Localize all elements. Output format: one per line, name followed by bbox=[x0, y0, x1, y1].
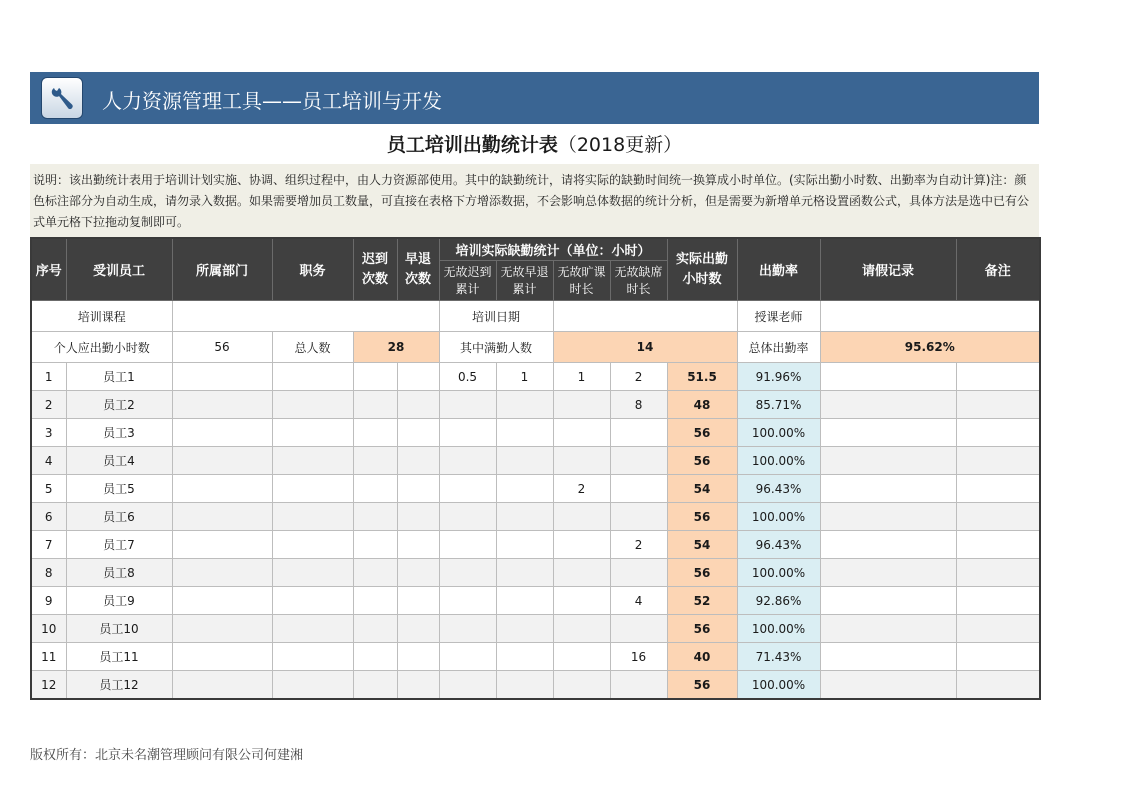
row-leave[interactable] bbox=[820, 643, 956, 671]
row-missing-hours[interactable]: 2 bbox=[610, 363, 667, 391]
row-late-hours[interactable] bbox=[439, 531, 496, 559]
wrench-icon bbox=[41, 77, 83, 119]
row-early-hours[interactable] bbox=[496, 475, 553, 503]
col-no: 序号 bbox=[31, 238, 66, 301]
row-dept[interactable] bbox=[172, 531, 272, 559]
col-leave: 请假记录 bbox=[820, 238, 956, 301]
row-remark[interactable] bbox=[956, 475, 1040, 503]
row-leave[interactable] bbox=[820, 391, 956, 419]
row-actual-hours: 52 bbox=[667, 587, 737, 615]
row-remark[interactable] bbox=[956, 587, 1040, 615]
row-absent-hours[interactable] bbox=[553, 447, 610, 475]
row-rate: 100.00% bbox=[737, 615, 820, 643]
row-absent-hours[interactable] bbox=[553, 559, 610, 587]
table-row bbox=[31, 447, 1040, 475]
row-early-hours[interactable] bbox=[496, 587, 553, 615]
col-actual-hours bbox=[667, 238, 737, 301]
row-early[interactable] bbox=[397, 447, 439, 475]
row-early-hours[interactable]: 1 bbox=[496, 363, 553, 391]
row-early[interactable] bbox=[397, 475, 439, 503]
row-remark[interactable] bbox=[956, 615, 1040, 643]
row-early[interactable] bbox=[397, 419, 439, 447]
col-early-hours-text: 无故早退累计 bbox=[500, 264, 549, 296]
row-remark[interactable] bbox=[956, 363, 1040, 391]
employee-rows bbox=[31, 363, 1040, 700]
col-missing-hours-text: 无故缺席时长 bbox=[614, 264, 663, 296]
row-no: 12 bbox=[31, 671, 66, 700]
col-dept: 所属部门 bbox=[172, 238, 272, 301]
row-dept[interactable] bbox=[172, 503, 272, 531]
table-row bbox=[31, 531, 1040, 559]
row-no: 10 bbox=[31, 615, 66, 643]
row-early[interactable] bbox=[397, 615, 439, 643]
row-late-hours[interactable] bbox=[439, 447, 496, 475]
row-early-hours[interactable] bbox=[496, 391, 553, 419]
row-actual-hours: 56 bbox=[667, 419, 737, 447]
hours-value[interactable]: 56 bbox=[172, 332, 272, 363]
row-remark[interactable] bbox=[956, 503, 1040, 531]
row-absent-hours[interactable]: 1 bbox=[553, 363, 610, 391]
row-early-hours[interactable] bbox=[496, 643, 553, 671]
row-employee[interactable]: 员工12 bbox=[66, 671, 172, 700]
row-no: 11 bbox=[31, 643, 66, 671]
row-no: 8 bbox=[31, 559, 66, 587]
row-late-hours[interactable] bbox=[439, 475, 496, 503]
table-row bbox=[31, 503, 1040, 531]
full-label: 其中满勤人数 bbox=[439, 332, 553, 363]
row-early[interactable] bbox=[397, 587, 439, 615]
table-row bbox=[31, 419, 1040, 447]
course-label: 培训课程 bbox=[31, 301, 172, 332]
col-late bbox=[353, 238, 397, 301]
row-remark[interactable] bbox=[956, 559, 1040, 587]
row-position[interactable] bbox=[272, 419, 353, 447]
row-remark[interactable] bbox=[956, 419, 1040, 447]
row-remark[interactable] bbox=[956, 447, 1040, 475]
row-actual-hours: 56 bbox=[667, 447, 737, 475]
row-absent-hours[interactable] bbox=[553, 531, 610, 559]
row-actual-hours: 56 bbox=[667, 559, 737, 587]
table-row bbox=[31, 391, 1040, 419]
row-early-hours[interactable] bbox=[496, 671, 553, 700]
date-label: 培训日期 bbox=[439, 301, 553, 332]
title-text: 员工培训出勤统计表 bbox=[386, 134, 558, 156]
row-position[interactable] bbox=[272, 391, 353, 419]
row-missing-hours[interactable]: 16 bbox=[610, 643, 667, 671]
row-rate: 96.43% bbox=[737, 531, 820, 559]
row-late[interactable] bbox=[353, 447, 397, 475]
table-row bbox=[31, 363, 1040, 391]
row-position[interactable] bbox=[272, 503, 353, 531]
row-employee[interactable]: 员工6 bbox=[66, 503, 172, 531]
row-early-hours[interactable] bbox=[496, 531, 553, 559]
row-absent-hours[interactable] bbox=[553, 419, 610, 447]
row-employee[interactable]: 员工10 bbox=[66, 615, 172, 643]
row-employee[interactable]: 员工4 bbox=[66, 447, 172, 475]
row-absent-hours[interactable] bbox=[553, 587, 610, 615]
row-dept[interactable] bbox=[172, 419, 272, 447]
row-late[interactable] bbox=[353, 363, 397, 391]
row-leave[interactable] bbox=[820, 615, 956, 643]
row-rate: 92.86% bbox=[737, 587, 820, 615]
col-late-hours-text: 无故迟到累计 bbox=[443, 264, 492, 296]
row-late[interactable] bbox=[353, 503, 397, 531]
row-late[interactable] bbox=[353, 587, 397, 615]
row-actual-hours: 56 bbox=[667, 503, 737, 531]
col-absence-group: 培训实际缺勤统计（单位：小时） bbox=[439, 238, 667, 261]
row-actual-hours: 56 bbox=[667, 671, 737, 700]
row-position[interactable] bbox=[272, 447, 353, 475]
row-actual-hours: 54 bbox=[667, 531, 737, 559]
row-remark[interactable] bbox=[956, 391, 1040, 419]
col-rate: 出勤率 bbox=[737, 238, 820, 301]
row-absent-hours[interactable] bbox=[553, 671, 610, 700]
row-late[interactable] bbox=[353, 671, 397, 700]
title-subtitle: （2018更新） bbox=[557, 134, 683, 156]
row-missing-hours[interactable]: 8 bbox=[610, 391, 667, 419]
row-employee[interactable]: 员工8 bbox=[66, 559, 172, 587]
col-early-text: 早退次数 bbox=[405, 251, 432, 287]
app-banner bbox=[30, 72, 1039, 124]
row-position[interactable] bbox=[272, 363, 353, 391]
row-late-hours[interactable] bbox=[439, 419, 496, 447]
row-employee[interactable]: 员工1 bbox=[66, 363, 172, 391]
row-position[interactable] bbox=[272, 531, 353, 559]
page-title bbox=[30, 130, 1039, 157]
table-row bbox=[31, 475, 1040, 503]
col-early-hours bbox=[496, 261, 553, 301]
row-no: 3 bbox=[31, 419, 66, 447]
attendance-table bbox=[30, 237, 1041, 700]
row-no: 7 bbox=[31, 531, 66, 559]
row-no: 2 bbox=[31, 391, 66, 419]
row-late-hours[interactable] bbox=[439, 503, 496, 531]
row-dept[interactable] bbox=[172, 391, 272, 419]
row-position[interactable] bbox=[272, 587, 353, 615]
row-missing-hours[interactable]: 4 bbox=[610, 587, 667, 615]
row-position[interactable] bbox=[272, 643, 353, 671]
row-employee[interactable]: 员工11 bbox=[66, 643, 172, 671]
row-position[interactable] bbox=[272, 671, 353, 700]
col-employee: 受训员工 bbox=[66, 238, 172, 301]
row-leave[interactable] bbox=[820, 363, 956, 391]
table-row bbox=[31, 559, 1040, 587]
row-no: 1 bbox=[31, 363, 66, 391]
info-row-course bbox=[31, 301, 1040, 332]
row-no: 9 bbox=[31, 587, 66, 615]
row-missing-hours[interactable] bbox=[610, 615, 667, 643]
row-position[interactable] bbox=[272, 559, 353, 587]
header-row-1 bbox=[31, 238, 1040, 261]
row-early-hours[interactable] bbox=[496, 419, 553, 447]
row-leave[interactable] bbox=[820, 671, 956, 700]
copyright-footer: 版权所有：北京未名潮管理顾问有限公司何建湘 bbox=[30, 748, 304, 763]
row-rate: 100.00% bbox=[737, 447, 820, 475]
row-actual-hours: 54 bbox=[667, 475, 737, 503]
row-leave[interactable] bbox=[820, 447, 956, 475]
row-late[interactable] bbox=[353, 419, 397, 447]
col-missing-hours bbox=[610, 261, 667, 301]
row-absent-hours[interactable] bbox=[553, 643, 610, 671]
row-late[interactable] bbox=[353, 559, 397, 587]
row-late[interactable] bbox=[353, 615, 397, 643]
row-rate: 85.71% bbox=[737, 391, 820, 419]
row-dept[interactable] bbox=[172, 363, 272, 391]
row-remark[interactable] bbox=[956, 531, 1040, 559]
row-early-hours[interactable] bbox=[496, 615, 553, 643]
row-early[interactable] bbox=[397, 643, 439, 671]
row-late-hours[interactable] bbox=[439, 587, 496, 615]
row-leave[interactable] bbox=[820, 475, 956, 503]
row-no: 6 bbox=[31, 503, 66, 531]
rate-label: 总体出勤率 bbox=[737, 332, 820, 363]
row-employee[interactable]: 员工5 bbox=[66, 475, 172, 503]
row-missing-hours[interactable] bbox=[610, 671, 667, 700]
col-absent-hours-text: 无故旷课时长 bbox=[557, 264, 606, 296]
row-late[interactable] bbox=[353, 391, 397, 419]
row-dept[interactable] bbox=[172, 587, 272, 615]
row-late-hours[interactable] bbox=[439, 671, 496, 700]
row-actual-hours: 48 bbox=[667, 391, 737, 419]
row-no: 4 bbox=[31, 447, 66, 475]
col-actual-hours-text: 实际出勤小时数 bbox=[676, 251, 729, 287]
overall-rate-value: 95.62% bbox=[820, 332, 1040, 363]
teacher-label: 授课老师 bbox=[737, 301, 820, 332]
row-late-hours[interactable] bbox=[439, 391, 496, 419]
total-value: 28 bbox=[353, 332, 439, 363]
row-early[interactable] bbox=[397, 531, 439, 559]
row-position[interactable] bbox=[272, 615, 353, 643]
col-early bbox=[397, 238, 439, 301]
row-actual-hours: 56 bbox=[667, 615, 737, 643]
row-absent-hours[interactable] bbox=[553, 615, 610, 643]
row-leave[interactable] bbox=[820, 503, 956, 531]
row-employee[interactable]: 员工9 bbox=[66, 587, 172, 615]
row-late[interactable] bbox=[353, 643, 397, 671]
instructions-note: 说明：该出勤统计表用于培训计划实施、协调、组织过程中，由人力资源部使用。其中的缺勤统计，请将实际的缺勤时间统一换算成小时单位。(实际出勤小时数、出勤率为自动计算)注：颜色标注部分为自动生成，请勿录入数据。如果需要增加员工数量，可直接在表格下方增添数据，不会影响总体数据的统计分析，但是需要为新增单元格设置函数公式，具体方法是选中已有公式单元格下拉拖动复制即可。 bbox=[30, 164, 1039, 237]
row-leave[interactable] bbox=[820, 419, 956, 447]
hours-label: 个人应出勤小时数 bbox=[31, 332, 172, 363]
row-remark[interactable] bbox=[956, 671, 1040, 700]
table-row bbox=[31, 587, 1040, 615]
row-late-hours[interactable] bbox=[439, 559, 496, 587]
row-leave[interactable] bbox=[820, 587, 956, 615]
row-rate: 71.43% bbox=[737, 643, 820, 671]
date-value[interactable] bbox=[553, 301, 737, 332]
row-no: 5 bbox=[31, 475, 66, 503]
row-absent-hours[interactable] bbox=[553, 503, 610, 531]
row-rate: 100.00% bbox=[737, 419, 820, 447]
row-rate: 100.00% bbox=[737, 503, 820, 531]
row-position[interactable] bbox=[272, 475, 353, 503]
row-absent-hours[interactable] bbox=[553, 391, 610, 419]
row-early-hours[interactable] bbox=[496, 559, 553, 587]
row-early[interactable] bbox=[397, 671, 439, 700]
row-missing-hours[interactable]: 2 bbox=[610, 531, 667, 559]
table-row bbox=[31, 615, 1040, 643]
teacher-value[interactable] bbox=[820, 301, 1040, 332]
table-row bbox=[31, 643, 1040, 671]
row-early[interactable] bbox=[397, 391, 439, 419]
col-late-text: 迟到次数 bbox=[362, 251, 389, 287]
row-late-hours[interactable] bbox=[439, 643, 496, 671]
row-leave[interactable] bbox=[820, 531, 956, 559]
row-rate: 91.96% bbox=[737, 363, 820, 391]
row-dept[interactable] bbox=[172, 643, 272, 671]
row-employee[interactable]: 员工2 bbox=[66, 391, 172, 419]
row-dept[interactable] bbox=[172, 447, 272, 475]
row-rate: 100.00% bbox=[737, 559, 820, 587]
row-rate: 96.43% bbox=[737, 475, 820, 503]
row-dept[interactable] bbox=[172, 671, 272, 700]
row-late[interactable] bbox=[353, 531, 397, 559]
row-missing-hours[interactable] bbox=[610, 419, 667, 447]
row-dept[interactable] bbox=[172, 559, 272, 587]
row-employee[interactable]: 员工3 bbox=[66, 419, 172, 447]
col-remark: 备注 bbox=[956, 238, 1040, 301]
row-dept[interactable] bbox=[172, 475, 272, 503]
row-early-hours[interactable] bbox=[496, 447, 553, 475]
row-late[interactable] bbox=[353, 475, 397, 503]
row-rate: 100.00% bbox=[737, 671, 820, 700]
info-row-summary bbox=[31, 332, 1040, 363]
row-actual-hours: 51.5 bbox=[667, 363, 737, 391]
total-label: 总人数 bbox=[272, 332, 353, 363]
row-employee[interactable]: 员工7 bbox=[66, 531, 172, 559]
course-value[interactable] bbox=[172, 301, 439, 332]
row-early-hours[interactable] bbox=[496, 503, 553, 531]
row-remark[interactable] bbox=[956, 643, 1040, 671]
col-position: 职务 bbox=[272, 238, 353, 301]
full-value: 14 bbox=[553, 332, 737, 363]
row-missing-hours[interactable] bbox=[610, 447, 667, 475]
row-late-hours[interactable]: 0.5 bbox=[439, 363, 496, 391]
col-absent-hours bbox=[553, 261, 610, 301]
row-absent-hours[interactable]: 2 bbox=[553, 475, 610, 503]
row-missing-hours[interactable] bbox=[610, 559, 667, 587]
row-missing-hours[interactable] bbox=[610, 503, 667, 531]
row-missing-hours[interactable] bbox=[610, 475, 667, 503]
banner-title: 人力资源管理工具——员工培训与开发 bbox=[102, 89, 442, 113]
table-row bbox=[31, 671, 1040, 700]
row-early[interactable] bbox=[397, 559, 439, 587]
row-dept[interactable] bbox=[172, 615, 272, 643]
row-early[interactable] bbox=[397, 503, 439, 531]
col-late-hours bbox=[439, 261, 496, 301]
row-actual-hours: 40 bbox=[667, 643, 737, 671]
row-leave[interactable] bbox=[820, 559, 956, 587]
row-early[interactable] bbox=[397, 363, 439, 391]
row-late-hours[interactable] bbox=[439, 615, 496, 643]
